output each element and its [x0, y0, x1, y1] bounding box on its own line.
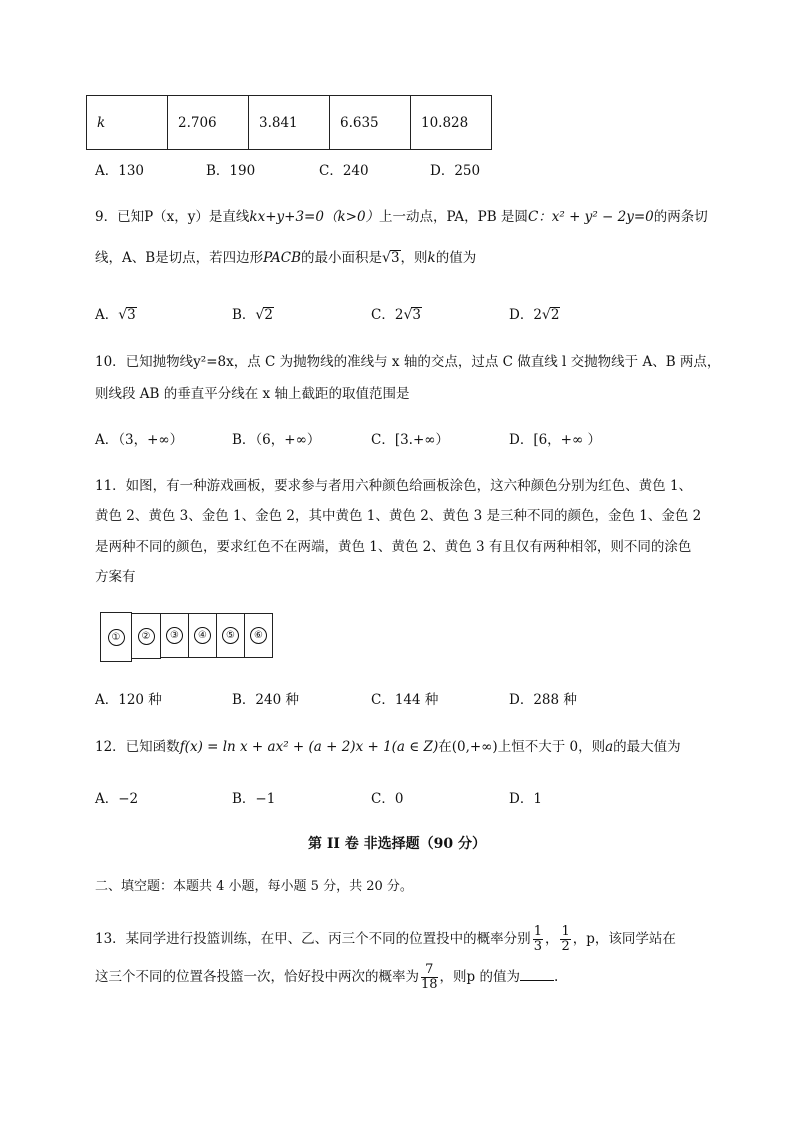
q9-text: 的值为: [435, 250, 477, 266]
cell-number: ①: [108, 629, 125, 646]
q13-sep: ，: [544, 931, 559, 947]
q9-option-b: [232, 303, 274, 323]
q12-option-c: C．0: [371, 791, 404, 807]
option-label: B．: [232, 307, 256, 323]
q10-option-a: A．（3，+∞）: [95, 432, 184, 448]
option-radicand: 2: [264, 307, 273, 323]
q12-text: 上恒不大于 0，则: [497, 739, 606, 755]
option-label: C．: [371, 307, 395, 323]
q13-line-1: [95, 924, 676, 954]
q8-option-b: B．190: [206, 163, 256, 179]
board-cell: [160, 613, 189, 658]
q9-text: 线，A、B是切点，若四边形: [95, 250, 264, 266]
fraction-one-half: [560, 925, 570, 954]
q10-option-b: B．（6，+∞）: [232, 432, 321, 448]
denominator: 3: [533, 939, 542, 954]
q8-option-a: A．130: [95, 163, 145, 179]
q9-text: ，则: [400, 250, 428, 266]
q9-line-equation: kx+y+3=0（k>0）: [249, 209, 380, 225]
q12-function: f(x) = ln x + ax² + (a + 2)x + 1(a ∈ Z): [179, 739, 439, 755]
board-cell: [244, 613, 273, 658]
q9-option-c: [371, 303, 422, 323]
table-row: [87, 96, 492, 150]
q13-text: ，则p 的值为: [439, 969, 520, 985]
q12-line-1: [95, 736, 681, 758]
q13-line-2: [95, 962, 558, 992]
q10-line-1: 10．已知抛物线y²=8x，点 C 为抛物线的准线与 x 轴的交点，过点 C 做直线 l 交抛物线于 A、B 两点，: [95, 354, 721, 370]
board-cell: [216, 613, 245, 658]
q12-option-a: A．−2: [95, 791, 139, 807]
q12-text: 在: [438, 739, 452, 755]
cell-number: ③: [166, 627, 183, 644]
q9-line-1: [95, 206, 708, 228]
numerator: 7: [421, 963, 438, 978]
board-cell: [100, 612, 132, 662]
q9-circle-equation: C：x² + y² − 2y=0: [527, 209, 654, 225]
q11-line-3: 是两种不同的颜色，要求红色不在两端，黄色 1、黄色 2、黄色 3 有且仅有两种相邻，则不同的涂色: [95, 539, 692, 555]
option-radicand: 3: [412, 307, 421, 323]
board-cell: [188, 613, 217, 658]
q11-option-b: B．240 种: [232, 692, 299, 708]
option-coef: 2: [533, 307, 542, 323]
q9-quadrilateral: PACB: [263, 250, 302, 266]
q11-option-a: A．120 种: [95, 692, 162, 708]
option-coef: 2: [394, 307, 404, 323]
section-subtitle: 二、填空题：本题共 4 小题，每小题 5 分，共 20 分。: [95, 879, 413, 894]
cell-number: ⑤: [222, 627, 239, 644]
q13-text: 13．某同学进行投篮训练，在甲、乙、丙三个不同的位置投中的概率分别: [95, 931, 531, 947]
option-label: A．: [95, 307, 119, 323]
q12-interval: (0,+∞): [451, 739, 498, 755]
q9-text: 的两条切: [653, 209, 708, 225]
sqrt-symbol: √: [382, 250, 391, 266]
q12-text: 的最大值为: [613, 739, 681, 755]
q9-text: 上一动点，PA，PB 是圆: [379, 209, 528, 225]
q9-radicand: 3: [390, 250, 400, 266]
denominator: 2: [561, 939, 570, 954]
fraction-seven-eighteenths: [421, 963, 438, 992]
q11-line-4: 方案有: [95, 569, 136, 585]
numerator: 1: [561, 924, 570, 939]
q10-line-2: 则线段 AB 的垂直平分线在 x 轴上截距的取值范围是: [95, 386, 410, 402]
sqrt-symbol: √: [118, 307, 128, 323]
table-cell-k: k: [87, 96, 168, 150]
q13-text: 这三个不同的位置各投篮一次，恰好投中两次的概率为: [95, 969, 419, 985]
q9-num: 9．已知: [95, 209, 145, 225]
table-cell: 2.706: [168, 96, 249, 150]
q12-text: 12．已知函数: [95, 739, 180, 755]
q11-line-2: 黄色 2、黄色 3、金色 1、金色 2，其中黄色 1、黄色 2、黄色 3 是三种不同的颜色，金色 1、金色 2: [95, 508, 702, 524]
q9-option-a: [95, 303, 137, 323]
q9-option-d: [509, 303, 560, 323]
q10-option-d: D．[6，+∞ ）: [509, 432, 602, 448]
cell-number: ⑥: [250, 627, 267, 644]
q11-option-d: D．288 种: [509, 692, 577, 708]
q10-option-c: C．[3.+∞）: [371, 432, 450, 448]
q9-text: 的最小面积是: [301, 250, 383, 266]
q11-line-1: 11．如图，有一种游戏画板，要求参与者用六种颜色给画板涂色，这六种颜色分别为红色、黄色 1、: [95, 478, 693, 494]
denominator: 18: [421, 977, 438, 992]
q12-option-d: D．1: [509, 791, 542, 807]
q8-option-c: C．240: [319, 163, 369, 179]
section-title: 第 II 卷 非选择题（90 分）: [307, 836, 487, 852]
sqrt-symbol: √: [541, 307, 551, 323]
board-cell: [131, 613, 161, 659]
q9-text: P（x，y）是直线: [144, 209, 250, 225]
q12-option-b: B．−1: [232, 791, 276, 807]
table-cell: 10.828: [411, 96, 492, 150]
table-cell: 3.841: [249, 96, 330, 150]
answer-blank[interactable]: [520, 966, 554, 981]
critical-value-table: [86, 95, 492, 150]
q8-option-d: D．250: [430, 163, 481, 179]
q13-text: ，p，该同学站在: [572, 931, 676, 947]
cell-number: ②: [138, 628, 155, 645]
q11-option-c: C．144 种: [371, 692, 439, 708]
q13-text: .: [553, 969, 559, 985]
sqrt-symbol: √: [255, 307, 265, 323]
fraction-one-third: [533, 925, 543, 954]
cell-number: ④: [194, 627, 211, 644]
numerator: 1: [533, 924, 542, 939]
sqrt-symbol: √: [403, 307, 413, 323]
option-radicand: 3: [127, 307, 136, 323]
q9-k-var: k: [427, 250, 436, 266]
option-radicand: 2: [550, 307, 560, 323]
table-cell: 6.635: [330, 96, 411, 150]
option-label: D．: [509, 307, 534, 323]
q12-a-var: a: [605, 739, 614, 755]
q9-line-2: [95, 247, 476, 269]
